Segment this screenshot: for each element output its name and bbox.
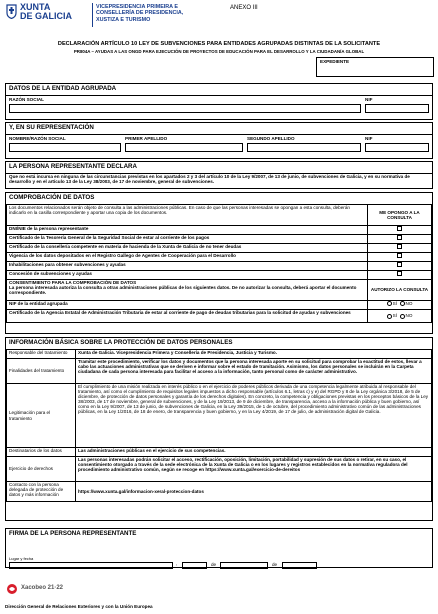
opongo-checkbox-hacienda[interactable]	[397, 244, 402, 249]
razon-social-label: RAZÓN SOCIAL	[9, 97, 44, 102]
prot-text-finalidades: Tramitar este procedimiento, verificar los datos y documentos que la persona interesada aporte en su solicitud para comprobar la exactitud de estos, llevar a cabo las actuaciones administrativas que se deriven e informar sobre el estado de tramitación. Asimismo, los datos personales se incluirán en la Carpeta ciudadana de cada persona interesada para facilitar el acceso a la información, tanto personal como de carácter administrativo.	[76, 359, 432, 384]
rep-nif-field[interactable]	[365, 143, 429, 152]
prot-label-finalidades: Finalidades del tratamiento	[7, 359, 76, 384]
comprobacion-title: COMPROBACIÓN DE DATOS	[9, 194, 95, 201]
entity-nif-label: NIF	[365, 97, 373, 102]
entity-nif-field[interactable]	[365, 104, 429, 113]
row-dni: DNI/NIE de la persona representante	[7, 226, 368, 235]
opongo-header: ME OPONGO A LA CONSULTA	[368, 205, 432, 226]
xacobeo-logo-icon	[6, 582, 18, 594]
comprobacion-intro: Los documentos relacionados serán objeto de consulta a las administraciones públicas. En caso de que las personas interesadas se opongan a esta consulta, deberán indicarlo en la casilla correspondiente y aportar una copia de los documentos.	[7, 205, 368, 226]
row-hacienda: Certificado de la consellería competente en materia de hacienda de la Xunta de Galicia de no tener deudas	[7, 244, 368, 253]
lugar-label: Lugar y fecha	[9, 556, 34, 561]
no-label: NO	[405, 301, 413, 306]
apellido2-label: SEGUNDO APELLIDO	[247, 136, 295, 141]
prot-text-responsable: Xunta de Galicia. Vicepresidencia Primera y Consellería de Presidencia, Justicia y Turismo.	[76, 350, 432, 359]
proteccion-title: INFORMACIÓN BÁSICA SOBRE LA PROTECCIÓN DE DATOS PERSONALES	[9, 339, 233, 346]
autorizo-header: AUTORIZO LA CONSULTA	[368, 280, 432, 301]
apellido1-label: PRIMER APELLIDO	[125, 136, 168, 141]
apellido1-field[interactable]	[125, 143, 243, 152]
row-tgss: Certificado de la Tesorería General de la Seguridad Social de estar al corriente de los pagos	[7, 235, 368, 244]
month-field[interactable]	[220, 562, 268, 569]
rep-nif-label: NIF	[365, 136, 373, 141]
opongo-checkbox-inhabilitaciones[interactable]	[397, 262, 402, 267]
consent-title: CONSENTIMIENTO PARA LA COMPROBACIÓN DE DATOS	[9, 280, 137, 285]
no-radio-nif[interactable]	[400, 301, 405, 306]
prot-text-legitimacion: El cumplimiento de una misión realizada en interés público o en el ejercicio de poderes públicos derivada de una competencia legalmente atribuida al responsable del tratamiento, así como el cumplimiento de requisitos legales impuestos a dicho responsable (artículos 6.1, letras c) y e) del RGPD y 8 de la Ley orgánica 3/2018, de 5 de diciembre, de protección de datos personales y garantía de los derechos digitales). En concreto, la competencia y obligaciones previstas en los preceptos básicos de la Ley 38/2003, de 17 de noviembre, general de subvenciones, y de la Ley 19/2013, de 9 de diciembre, de transparencia, acceso a la información pública y buen gobierno, así como en la Ley 9/2007, de 13 de junio, de subvenciones de Galicia, en la Ley 39/2015, de 1 de octubre, del procedimiento administrativo común de las administraciones públicas, en la Ley 1/2016, de 18 de enero, de transparencia y buen gobierno, y en la Ley 4/2019, de 17 de julio, de administración digital de Galicia.	[76, 384, 432, 448]
representative-section	[5, 122, 433, 159]
doc-title: DECLARACIÓN ARTÍCULO 10 LEY DE SUBVENCIONES PARA ENTIDADES AGRUPADAS DISTINTAS DE LA SOLICITANTE	[57, 41, 381, 47]
rep-title: Y, EN SU REPRESENTACIÓN	[9, 124, 94, 131]
opongo-checkbox-registro[interactable]	[397, 253, 402, 258]
brand-name: XUNTA DE GALICIA	[20, 2, 73, 21]
year-field[interactable]	[282, 562, 317, 569]
consent-text: La persona interesada autoriza la consulta a otras administraciones públicas de los siguientes datos. De no autorizar la consulta, deberá aportar el documento correspondiente.	[9, 285, 357, 296]
declara-title: LA PERSONA REPRESENTANTE DECLARA	[9, 163, 137, 170]
consent-block	[7, 280, 368, 301]
annex-label: ANEXO III	[230, 5, 258, 11]
de-label-1: de	[211, 562, 217, 567]
opongo-checkbox-concesion[interactable]	[397, 271, 402, 276]
apellido2-field[interactable]	[247, 143, 361, 152]
si-label: SÍ	[392, 301, 397, 306]
row-aeat: Certificado de la Agencia Estatal de Administración Tributaria de estar al corriente de pago de deudas tributarias para la solicitud de ayudas y subvenciones	[7, 310, 368, 323]
row-concesion: Concesión de subvenciones y ayudas	[7, 271, 368, 280]
date-separator: ,	[176, 561, 178, 566]
row-nif-entidad: NIF de la entidad agrupada	[7, 301, 368, 310]
de-label-2: de	[272, 562, 278, 567]
data-verification-section	[5, 192, 433, 334]
prot-label-legitimacion: Legitimación para el tratamiento	[7, 384, 76, 448]
si-radio-aeat[interactable]	[387, 314, 392, 319]
declara-text: Que no está incursa en ninguna de las circunstancias previstas en los apartados 2 y 3 del artículo 10 de la Ley 9/2007, de 13 de junio, de subvenciones de Galicia, y en su normativa de desarrollo y en el artículo 13 de la Ley 38/2003, de 17 de noviembre, general de subvenciones.	[9, 174, 410, 185]
prot-label-responsable: Responsable del tratamiento	[7, 350, 76, 359]
entity-section	[5, 83, 433, 120]
org-name: VICEPRESIDENCIA PRIMEIRA E CONSELLERÍA DE PRESIDENCIA, XUSTIZA E TURISMO	[96, 4, 184, 23]
prot-link-contacto[interactable]: https://www.xunta.gal/informacion-xeral-proteccion-datos	[76, 482, 432, 502]
opongo-checkbox-dni[interactable]	[397, 226, 402, 231]
xacobeo-text: Xacobeo 21·22	[21, 585, 64, 591]
verification-table	[6, 204, 432, 323]
expediente-box[interactable]	[316, 57, 434, 77]
nombre-label: NOMBRE/RAZÓN SOCIAL	[9, 136, 66, 141]
entity-title: DATOS DE LA ENTIDAD AGRUPADA	[9, 85, 117, 92]
prot-label-destinatarios: Destinatarios de los datos	[7, 448, 76, 457]
prot-text-derechos: Las personas interesadas podrán solicitar el acceso, rectificación, oposición, limitación, portabilidad y supresión de sus datos o retirar, en su caso, el consentimiento otorgado a través de la sede electrónica de la Xunta de Galicia o en los lugares y registros establecidos en la normativa reguladora del procedimiento administrativo común, según se recoge en https://www.xunta.gal/exercicio-de-dereitos	[76, 457, 432, 482]
data-protection-section	[5, 337, 433, 521]
prot-label-derechos: Ejercicio de derechos	[7, 457, 76, 482]
firma-title: FIRMA DE LA PERSONA REPRESENTANTE	[9, 530, 137, 537]
doc-subtitle: PR804A – AYUDAS A LAS ONGD PARA EJECUCIÓN DE PROYECTOS DE EDUCACIÓN PARA EL DESARROLLO Y LA CIUDADANÍA GLOBAL	[73, 49, 365, 54]
declaration-section	[5, 161, 433, 189]
opongo-checkbox-tgss[interactable]	[397, 235, 402, 240]
xunta-crest-icon	[6, 4, 17, 19]
nombre-field[interactable]	[9, 143, 121, 152]
no-label: NO	[405, 313, 413, 319]
row-inhabilitaciones: Inhabilitaciones para obtener subvenciones y ayudas	[7, 262, 368, 271]
razon-social-field[interactable]	[9, 104, 361, 113]
prot-text-destinatarios: Las administraciones públicas en el ejercicio de sus competencias.	[76, 448, 432, 457]
row-registro: Vigencia de los datos depositados en el Registro Gallego de Agentes de Cooperación para el Desarrollo	[7, 253, 368, 262]
day-field[interactable]	[182, 562, 207, 569]
si-radio-nif[interactable]	[387, 301, 392, 306]
prot-label-contacto: Contacto con la persona delegada de protección de datos y más información	[7, 482, 76, 502]
protection-table	[6, 349, 432, 502]
expediente-label: EXPEDIENTE	[320, 59, 350, 64]
lugar-field[interactable]	[9, 562, 173, 569]
header-divider	[92, 3, 93, 27]
signature-section	[5, 528, 433, 568]
no-radio-aeat[interactable]	[400, 314, 405, 319]
footer-direccion: Dirección General de Relaciones Exteriores y con la Unión Europea	[5, 604, 153, 609]
si-label: SÍ	[392, 313, 397, 319]
